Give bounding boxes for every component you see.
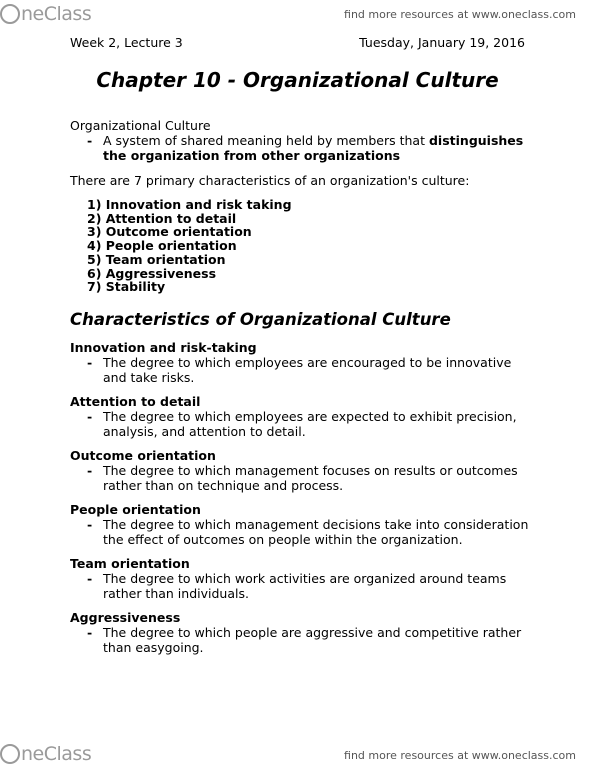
detail-text: The degree to which work activities are organized around teams rather than individuals. (103, 570, 507, 601)
lecture-label: Week 2, Lecture 3 (70, 35, 183, 50)
list-item: 2) Attention to detail (87, 210, 237, 226)
detail-text: The degree to which employees are encouraged to be innovative and take risks. (103, 354, 512, 385)
logo-text: neClass (21, 3, 92, 25)
oneclass-logo-bottom (0, 743, 91, 765)
detail-term: Attention to detail (70, 393, 201, 409)
characteristics-list (70, 198, 535, 294)
bullet-dash: - (87, 624, 93, 640)
intro-bullet-bold: distinguishes the organization from other organizations (103, 133, 524, 163)
bullet-dash: - (87, 570, 93, 586)
page-title: Chapter 10 - Organizational Culture (96, 68, 499, 92)
detail-term: Aggressiveness (70, 609, 181, 625)
detail-bullet (70, 355, 535, 385)
tagline-bottom[interactable]: find more resources at www.oneclass.com (344, 749, 576, 762)
list-item: 4) People orientation (87, 238, 237, 254)
logo-text: neClass (21, 743, 92, 765)
bullet-dash: - (87, 516, 93, 532)
lecture-date: Tuesday, January 19, 2016 (359, 35, 525, 50)
bullet-dash: - (87, 354, 93, 370)
detail-bullet (70, 463, 535, 493)
detail-text: The degree to which people are aggressive and competitive rather than easygoing. (103, 624, 522, 655)
bullet-dash: - (87, 133, 93, 148)
list-item: 3) Outcome orientation (87, 224, 252, 240)
detail-text: The degree to which management decisions take into consideration the effect of outcomes on people within the organization. (103, 516, 529, 547)
detail-text: The degree to which employees are expected to exhibit precision, analysis, and attention to detail. (103, 408, 517, 439)
detail-bullet (70, 571, 535, 601)
intro-label: Organizational Culture (70, 118, 211, 133)
detail-term: People orientation (70, 501, 201, 517)
characteristics-intro: There are 7 primary characteristics of an organization's culture: (70, 173, 470, 188)
detail-bullet (70, 625, 535, 655)
section-title: Characteristics of Organizational Culture (70, 309, 451, 329)
bullet-dash: - (87, 408, 93, 424)
intro-bullet (70, 133, 535, 163)
detail-text: The degree to which management focuses on results or outcomes rather than on technique and process. (103, 462, 518, 493)
list-item: 5) Team orientation (87, 251, 226, 267)
list-item: 6) Aggressiveness (87, 265, 217, 281)
list-item: 7) Stability (87, 279, 166, 295)
intro-bullet-text: A system of shared meaning held by members that (103, 133, 429, 148)
detail-term: Outcome orientation (70, 447, 216, 463)
detail-term: Team orientation (70, 555, 190, 571)
list-item: 1) Innovation and risk taking (87, 197, 292, 212)
logo-circle-icon (0, 4, 20, 24)
detail-term: Innovation and risk-taking (70, 339, 257, 355)
document-body (70, 118, 535, 655)
tagline-top[interactable]: find more resources at www.oneclass.com (344, 8, 576, 21)
oneclass-logo-top (0, 3, 91, 25)
detail-bullet (70, 409, 535, 439)
bullet-dash: - (87, 462, 93, 478)
logo-circle-icon (0, 744, 20, 764)
detail-bullet (70, 517, 535, 547)
